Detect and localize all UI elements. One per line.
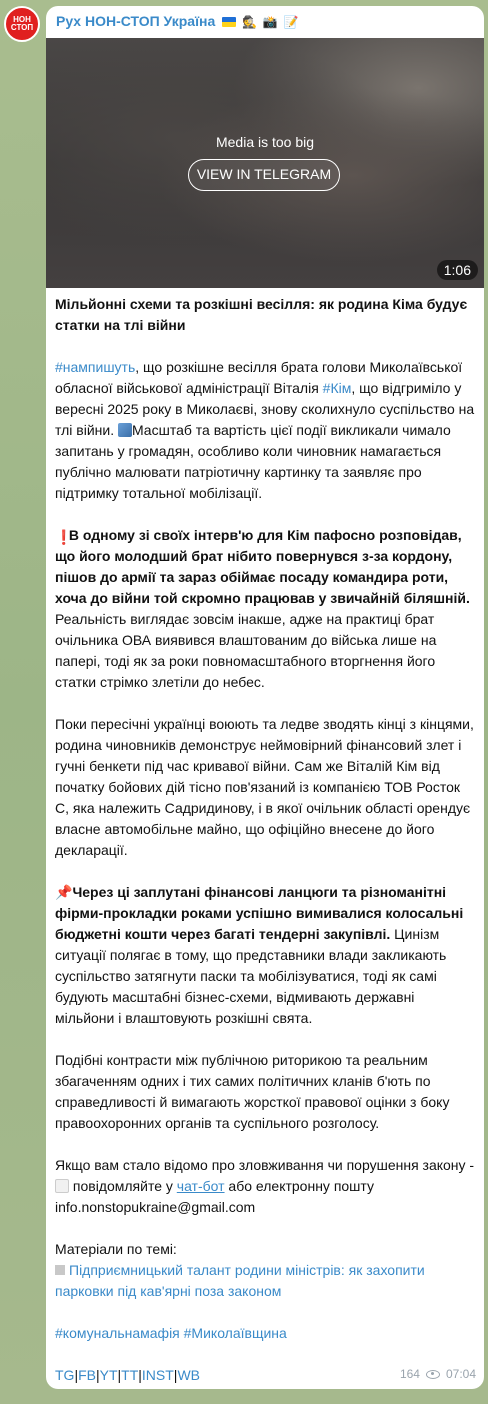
view-in-telegram-button[interactable]: VIEW IN TELEGRAM [188,159,340,191]
socials-separator: | [117,1367,122,1383]
p1-text-c: Масштаб та вартість цієї події викликали чимало запитань у громадян, особливо коли чиновник намагається публічно малювати патріотичну картинку та заявляє про підтримку тотальної мобілізації. [55,422,451,501]
p2-bold: В одному зі своїх інтерв'ю для Кім пафосно розповідав, що його молодший брат нібито повернувся з-за кордону, пішов до армії та зараз обіймає посаду командира роти, хоча до війни той скромно працював у звичайній біляшній. [55,527,470,606]
p1-text-a: , що розкішне весілля брата голови Миколаївської обласної військової адміністрації Віталія [55,359,463,396]
hashtag-kim[interactable]: #Кім [322,380,352,396]
memo-icon: 📝 [283,15,299,29]
p4-rest: Цинізм ситуації полягає в тому, що представники влади закликають суспільство затягнути паски та мобілізуватися, тоді як самі будують масштабні бізнес-схеми, відмивають державні мільйони і влаштовують розкішні свята. [55,926,447,1026]
detective-icon: 🕵 [242,15,257,29]
p6-text-b: повідомляйте у [69,1178,177,1194]
related-section [55,1239,477,1302]
paragraph-6 [55,1155,477,1218]
related-label: Матеріали по темі: [55,1241,177,1257]
p6-text-c: або електронну пошту info.nonstopukraine@gmail.com [55,1178,374,1215]
tags-line [55,1323,477,1344]
socials-separator: | [138,1367,142,1383]
message-text [55,294,477,1386]
socials-separator: | [74,1367,79,1383]
social-link-inst[interactable]: INST [141,1367,174,1383]
p1-text-b: , що відгриміло у вересні 2025 року в Миколаєві, знову сколихнуло суспільство на тлі війни. [55,380,475,438]
video-duration: 1:06 [437,260,478,280]
social-link-tg[interactable]: TG [55,1367,75,1383]
avatar-text-line2: СТОП [10,23,34,32]
paragraph-1 [55,357,477,504]
socials-separator: | [95,1367,100,1383]
p2-rest: Реальність виглядає зовсім інакше, адже на практиці брат очільника ОВА виявився влаштованим до війська лише на папері, тоді як за роки повномасштабного вторгнення його статки стрімко злетіли до небес. [55,611,437,690]
paragraph-5: Подібні контрасти між публічною риторикою та реальним збагаченням одних і тих самих політичних кланів б'ють по справедливості й вимагають жорсткої правової оцінки з боку правоохоронних органів та суспільного розголосу. [55,1052,450,1131]
video-preview[interactable] [46,38,484,288]
paragraph-2 [55,525,477,693]
message-bubble [46,6,484,1389]
media-too-big-notice: Media is too big [215,134,315,150]
social-link-tt[interactable]: TT [121,1367,139,1383]
socials-separator: | [173,1367,178,1383]
message-meta [400,1367,476,1381]
hashtags[interactable]: #комунальнамафія #Миколаївщина [55,1325,287,1341]
social-link-fb[interactable]: FB [78,1367,96,1383]
post-title: Мільйонні схеми та розкішні весілля: як родина Кіма будує статки на тлі війни [55,296,468,333]
pushpin-icon: 📌 [55,884,73,900]
p4-bold: Через ці заплутані фінансові ланцюги та різноманітні фірми-прокладки роками успішно вимивалися колосальні бюджетні кошти через багаті тендерні закупівлі. [55,884,464,942]
paragraph-3: Поки пересічні українці воюють та ледве зводять кінці з кінцями, родина чиновників демонструє неймовірний фінансовий злет і гучні бенкети під час кривавої війни. Сам же Віталій Кім від початку бойових дій тісно пов'язаний із компанією ТОВ Росток С, яка належить Садридинову, і в якої очільник області орендує власне автомобільне майно, що офіційно внесене до його декларації. [55,716,474,858]
message-time: 07:04 [445,1367,476,1381]
related-article-link[interactable]: Підприємницький талант родини міністрів: як захопити парковки під кав'ярні поза законом [55,1262,425,1299]
view-count: 164 [399,1367,420,1381]
camera-icon: 📸 [262,15,278,29]
chat-bot-link[interactable]: чат-бот [176,1178,225,1194]
channel-name-text: Рух НОН-СТОП Україна [56,13,216,29]
ua-flag-icon [222,17,236,27]
p6-text-a: Якщо вам стало відомо про зловживання чи порушення закону - [55,1157,475,1173]
hashtag-nampyshut[interactable]: #нампишуть [55,359,136,375]
eye-icon [426,1370,440,1379]
paragraph-4 [55,882,477,1029]
channel-name[interactable] [56,13,299,29]
bullet-square-icon [55,1265,65,1275]
exclamation-icon: ❗ [55,529,73,545]
channel-avatar[interactable] [4,6,40,42]
avatar-text-line1: НОН [13,15,31,24]
envelope-icon [55,1179,69,1193]
social-link-wb[interactable]: WB [177,1367,200,1383]
social-link-yt[interactable]: YT [99,1367,118,1383]
microphone-icon [118,423,132,437]
